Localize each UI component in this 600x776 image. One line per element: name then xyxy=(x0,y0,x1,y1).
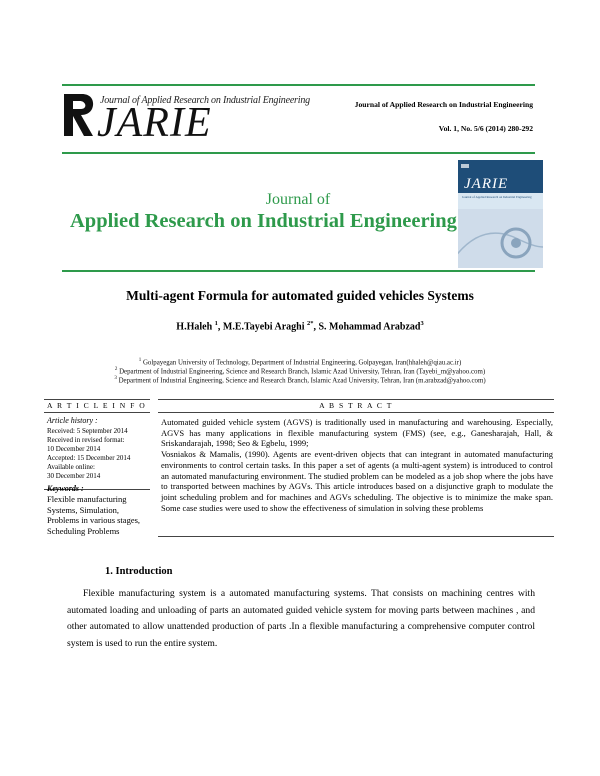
abstract-paragraph: Automated guided vehicle system (AGVS) is traditionally used in manufacturing and warehousing. Especially, AGVS has many applications in flexible manufacturing system (FMS) (see, e.g., Ganesharajah, Hall, & Sriskandarajah, 1998; Seo & Egbelu, 1999; xyxy=(161,417,553,449)
header-journal-name: Journal of Applied Research on Industrial Engineering xyxy=(354,100,533,109)
history-label: Article history : xyxy=(47,416,98,425)
history-line: Available online: xyxy=(47,463,95,471)
abstract-paragraph: Vosniakos & Mamalis, (1990). Agents are event-driven objects that can integrant in automated manufacturing environments to control certain tasks. In this paper a set of agents (a multi-agent system) is introduced to control an automated manufacturing environment. The studied problem can be modeled as a job shop where the jobs have to transported between machines by AGVs. This article introduces based on a disjunctive graph to modulate the joint scheduling problem and for machines and AGVs scheduling. The objective is to minimize the make span. Some case studies were used to show the effectiveness of simulation in solving these problems xyxy=(161,449,553,513)
cover-strip-text: Journal of Applied Research on Industrial Engineering xyxy=(462,195,532,199)
logo-acronym: JARIE xyxy=(97,100,212,146)
abstract-divider xyxy=(158,412,554,413)
cover-title: JARIE xyxy=(464,176,509,192)
author-sup: 3 xyxy=(420,320,424,327)
author-sup: 1 xyxy=(214,320,218,327)
cover-gear-graphic-icon xyxy=(458,209,543,268)
header-rule-bottom xyxy=(62,270,535,272)
masthead-journal-of: Journal of xyxy=(265,191,331,208)
author-name: H.Haleh xyxy=(176,321,213,333)
cover-badge xyxy=(461,164,469,168)
affiliation-line: $^2$ Department of Industrial Engineering, Science and Research Branch, Islamic Azad University, Tehran, Iran (Tayebi_m@yahoo.com) xyxy=(114,367,486,376)
section-heading-introduction: 1. Introduction xyxy=(105,566,173,577)
keywords-text: Flexible manufacturing Systems, Simulation, Problems in various stages, Scheduling Problems xyxy=(47,494,141,536)
history-line: Received in revised format: xyxy=(47,436,125,444)
header-rule-middle xyxy=(62,152,535,154)
abstract-text xyxy=(161,417,553,513)
history-line: Accepted: 15 December 2014 xyxy=(47,454,131,462)
abstract-heading: A B S T R A C T xyxy=(319,401,393,410)
paper-authors: H.Haleh $^1$, M.E.Tayebi Araghi $^{2*}$, S. Mohammad Arabzad$^3$ xyxy=(176,320,424,333)
masthead-journal-title: Applied Research on Industrial Engineering xyxy=(70,210,457,232)
introduction-body: Flexible manufacturing system is a automated manufacturing systems. That consists on machining centres with automated loading and unloading of parts an automated guided vehicle system for moving parts between machines , and other automated to allow unattended production of parts .In a flexible manufacturing a comprehensive computer control system is used to run the entire system. xyxy=(67,588,535,649)
history-line: Received: 5 September 2014 xyxy=(47,427,128,435)
article-info-heading: A R T I C L E I N F O xyxy=(47,401,147,410)
affiliation-line: $^3$ Department of Industrial Engineering, Science and Research Branch, Islamic Azad University, Tehran, Iran (m.arabzad@yahoo.com) xyxy=(114,376,486,385)
author-sup: 2* xyxy=(306,320,314,327)
author-name: S. Mohammad Arabzad xyxy=(318,321,421,333)
keywords-label: Keywords : xyxy=(47,484,84,493)
cover-body xyxy=(458,209,543,268)
history-line: 10 December 2014 xyxy=(47,445,101,453)
history-line: 30 December 2014 xyxy=(47,472,101,480)
logo-journal-text: Journal of Applied Research on Industrial Engineering xyxy=(100,95,310,106)
article-info-divider xyxy=(44,412,150,413)
affiliation-line: $^1$ Golpayegan University of Technology, Department of Industrial Engineering, Golpayegan, Iran(hhaleh@qiau.ac.ir) xyxy=(138,358,462,367)
author-name: M.E.Tayebi Araghi xyxy=(222,321,305,333)
header-volume: Vol. 1, No. 5/6 (2014) 280-292 xyxy=(438,124,533,133)
jarie-logo-r-icon xyxy=(62,92,98,138)
paper-title: Multi-agent Formula for automated guided vehicles Systems xyxy=(126,288,474,303)
header-rule-top xyxy=(62,84,535,86)
journal-cover-image xyxy=(458,160,543,268)
